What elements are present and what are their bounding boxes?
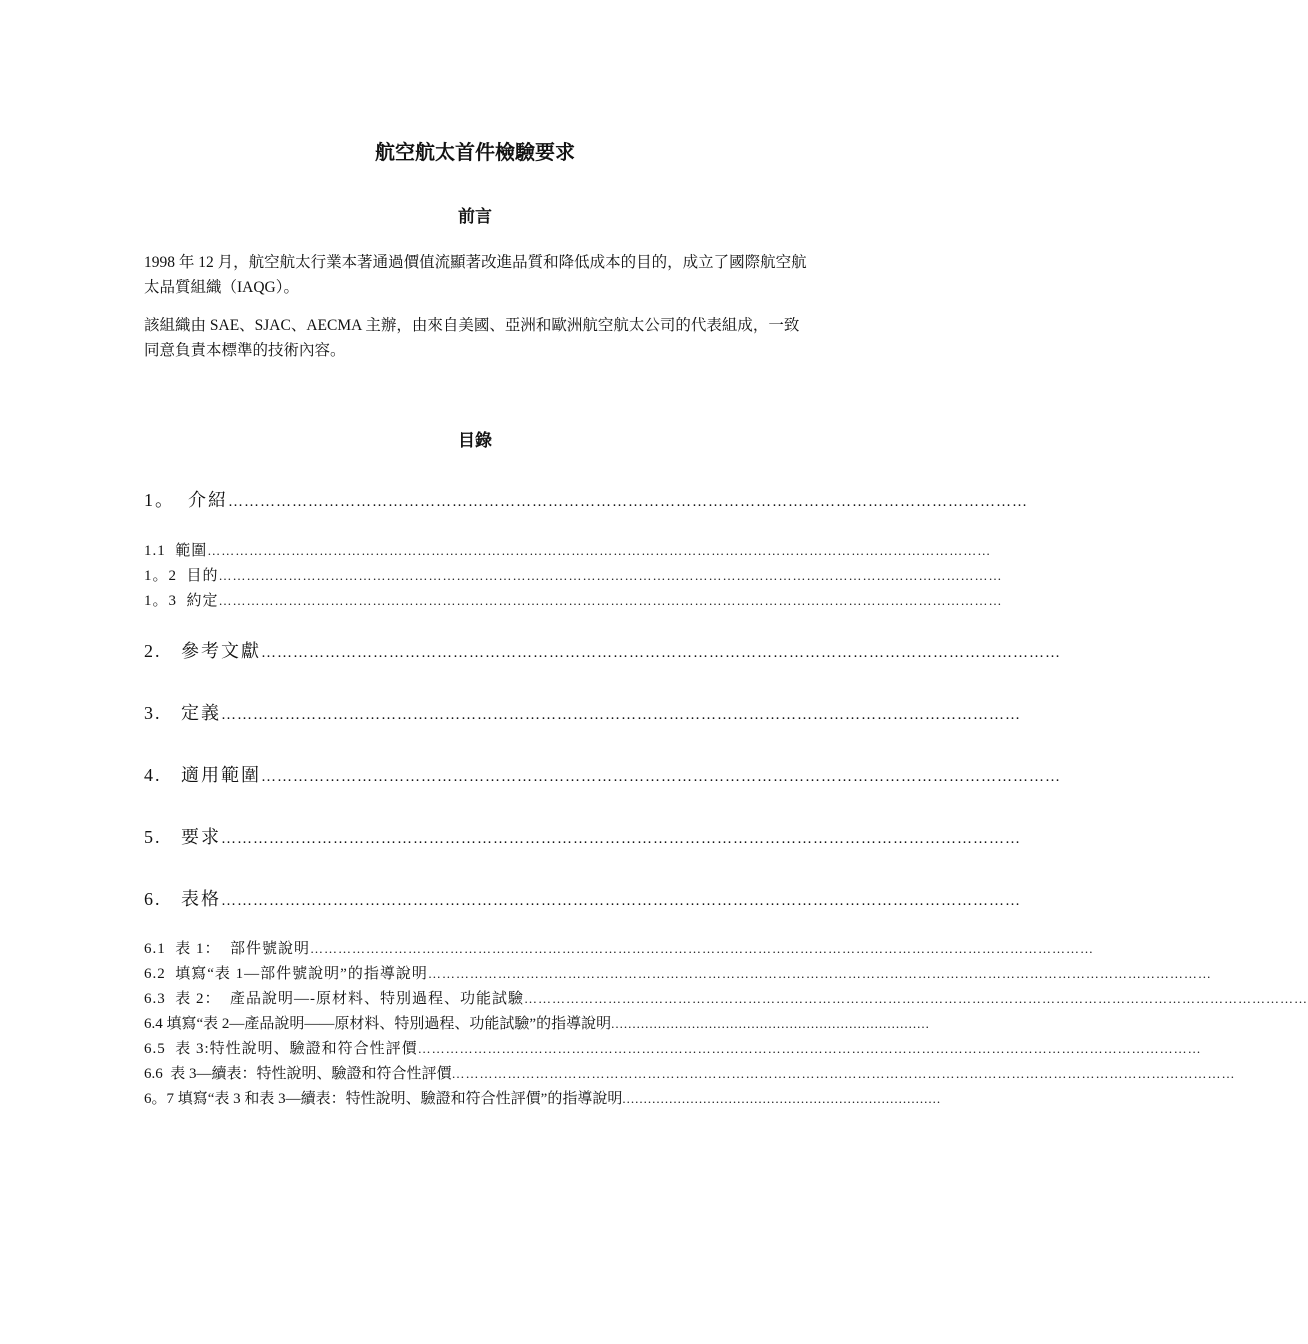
- document-title: 航空航太首件檢驗要求: [375, 140, 575, 164]
- toc-entry[interactable]: [144, 987, 1308, 1008]
- preface-paragraph-2: 該組織由 SAE、SJAC、AECMA 主辦，由來自美國、亞洲和歐洲航空航太公司的代表組成，一致同意負責本標準的技術內容。: [144, 317, 800, 359]
- toc-heading: 目錄: [458, 431, 492, 451]
- toc-entry[interactable]: [144, 885, 1021, 911]
- toc-entry-label: 6.2 填寫“表 1—部件號說明”的指導說明: [144, 966, 428, 982]
- toc-leader-dots: ……………………………………………………………………………………………………………………………………: [261, 769, 1061, 785]
- toc-leader-dots: ……………………………………………………………………………………………………………………………………………………: [218, 568, 1003, 583]
- toc-entry[interactable]: [144, 823, 1021, 849]
- toc-entry-label: 4. 適用範圍: [144, 765, 261, 785]
- toc-leader-dots: ……………………………………………………………………………………………………………………………………: [221, 707, 1021, 723]
- toc-entry[interactable]: [144, 1062, 1236, 1083]
- toc-entry-label: 6。7 填寫“表 3 和表 3—續表：特性說明、驗證和符合性評價”的指導說明: [144, 1091, 623, 1107]
- toc-leader-dots: ……………………………………………………………………………………………………………………………………………………: [218, 593, 1003, 608]
- toc-leader-dots: ……………………………………………………………………………………………………………………………………………………: [451, 1066, 1236, 1081]
- toc-leader-dots: ……………………………………………………………………………………………………………………………………………………: [427, 966, 1212, 981]
- preface-heading: 前言: [458, 207, 492, 227]
- toc-entry-label: 6.3 表 2： 產品說明—-原材料、特別過程、功能試驗: [144, 991, 524, 1007]
- toc-leader-dots: ...........................................................................: [611, 1016, 930, 1031]
- toc-leader-dots: ...........................................................................: [622, 1091, 942, 1106]
- toc-leader-dots: ……………………………………………………………………………………………………………………………………: [261, 645, 1061, 661]
- toc-entry[interactable]: [144, 486, 1028, 512]
- toc-leader-dots: ……………………………………………………………………………………………………………………………………………………: [417, 1041, 1202, 1056]
- toc-entry[interactable]: [144, 937, 1095, 958]
- toc-entry-label: 6.5 表 3:特性說明、驗證和符合性評價: [144, 1041, 418, 1057]
- toc-leader-dots: ……………………………………………………………………………………………………………………………………: [221, 831, 1021, 847]
- toc-entry[interactable]: [144, 1087, 942, 1108]
- toc-entry-label: 2. 參考文獻: [144, 641, 261, 661]
- toc-leader-dots: ……………………………………………………………………………………………………………………………………: [228, 494, 1028, 510]
- toc-entry[interactable]: [144, 962, 1212, 983]
- toc-leader-dots: ……………………………………………………………………………………………………………………………………………………: [524, 991, 1308, 1006]
- toc-entry-label: 5. 要求: [144, 827, 221, 847]
- toc-entry[interactable]: [144, 637, 1061, 663]
- toc-entry[interactable]: [144, 699, 1021, 725]
- toc-entry[interactable]: [144, 1012, 930, 1033]
- toc-entry[interactable]: [144, 1037, 1202, 1058]
- toc-entry[interactable]: [144, 539, 992, 560]
- toc-entry-label: 1。2 目的: [144, 568, 219, 584]
- toc-leader-dots: ……………………………………………………………………………………………………………………………………………………: [310, 941, 1095, 956]
- toc-entry-label: 6. 表格: [144, 889, 221, 909]
- toc-leader-dots: ……………………………………………………………………………………………………………………………………: [221, 893, 1021, 909]
- toc-entry-label: 6.1 表 1： 部件號說明: [144, 941, 311, 957]
- preface-paragraph-1: 1998 年 12 月，航空航太行業本著通過價值流顯著改進品質和降低成本的目的，成立了國際航空航太品質組織（IAQG）。: [144, 254, 807, 296]
- toc-entry-label: 1.1 範圍: [144, 543, 208, 559]
- toc-leader-dots: ……………………………………………………………………………………………………………………………………………………: [207, 543, 992, 558]
- toc-entry[interactable]: [144, 589, 1003, 610]
- toc-entry-label: 6.4 填寫“表 2—產品說明——原材料、特別過程、功能試驗”的指導說明: [144, 1016, 612, 1032]
- toc-entry-label: 6.6 表 3—續表：特性說明、驗證和符合性評價: [144, 1066, 452, 1082]
- toc-entry-label: 3. 定義: [144, 703, 221, 723]
- toc-entry[interactable]: [144, 761, 1061, 787]
- toc-entry-label: 1。 介紹: [144, 490, 228, 510]
- toc-entry-label: 1。3 約定: [144, 593, 219, 609]
- toc-entry[interactable]: [144, 564, 1003, 585]
